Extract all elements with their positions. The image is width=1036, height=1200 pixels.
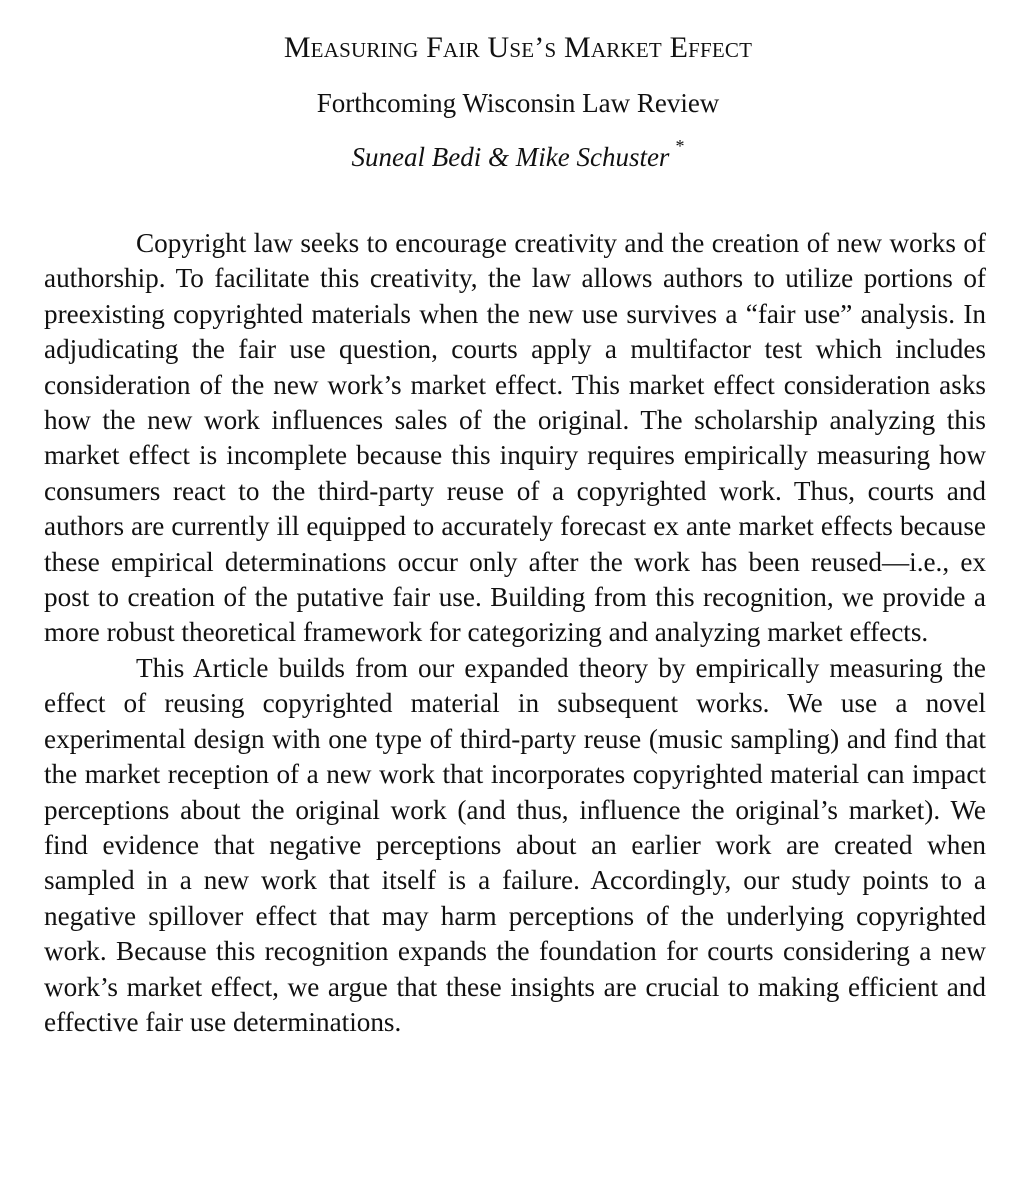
paper-title: Measuring Fair Use’s Market Effect: [283, 31, 753, 64]
journal-name: Forthcoming Wisconsin Law Review: [316, 88, 720, 118]
abstract-paragraph-2: This Article builds from our expanded theory by empirically measuring the effect of reusing copyrighted material in subsequent works. We use a novel experimental design with one type of third-party reuse (music sampling) and find that the market reception of a new work that incorporates copyrighted material can impact perceptions about the original work (and thus, influence the original’s market). We find evidence that negative perceptions about an earlier work are created when sampled in a new work that itself is a failure. Accordingly, our study points to a negative spillover effect that may harm perceptions of the underlying copyrighted work. Because this recognition expands the foundation for courts considering a new work’s market effect, we argue that these insights are crucial to making efficient and effective fair use determinations.: [44, 652, 986, 1037]
abstract-paragraph-1: Copyright law seeks to encourage creativity and the creation of new works of authorship. To facilitate this creativity, the law allows authors to utilize portions of preexisting copyrighted materials when the new use survives a “fair use” analysis. In adjudicating the fair use question, courts apply a multifactor test which includes consideration of the new work’s market effect. This market effect consideration asks how the new work influences sales of the original. The scholarship analyzing this market effect is incomplete because this inquiry requires empirically measuring how consumers react to the third-party reuse of a copyrighted work. Thus, courts and authors are currently ill equipped to accurately forecast ex ante market effects because these empirical determinations occur only after the work has been reused—i.e., ex post to creation of the putative fair use. Building from this recognition, we provide a more robust theoretical framework for categorizing and analyzing market effects.: [44, 228, 986, 648]
author-line: [0, 133, 1036, 174]
author-footnote-mark: *: [675, 136, 685, 156]
abstract: [44, 226, 986, 1040]
author-names: Suneal Bedi & Mike Schuster: [351, 142, 670, 172]
